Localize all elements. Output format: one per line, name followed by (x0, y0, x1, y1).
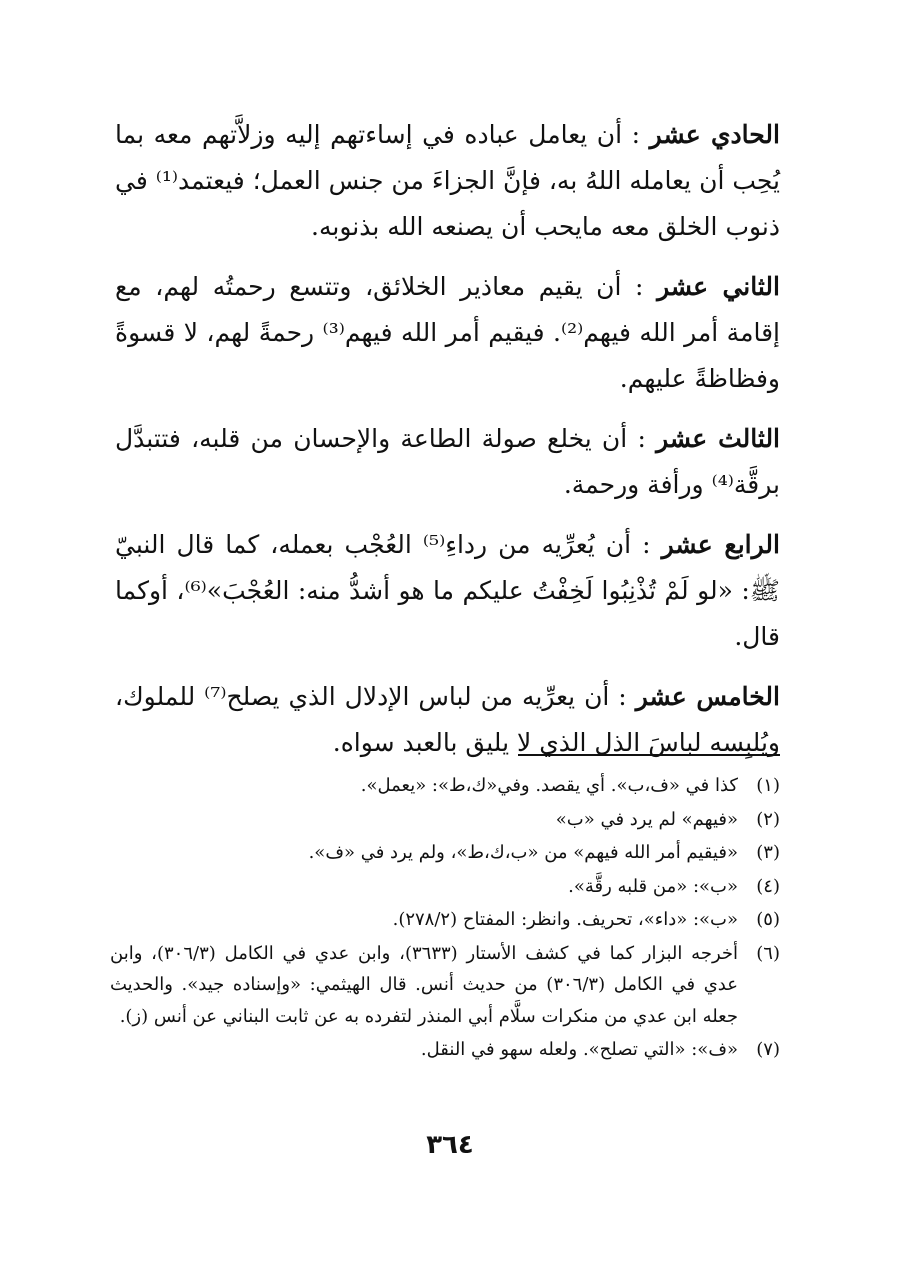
footnote-number: (٦) (756, 942, 780, 964)
footnotes-list (110, 770, 780, 1068)
paragraph-heading: الرابع عشر (661, 530, 780, 559)
footnote-text: «فيقيم أمر الله فيهم» من «ب،ك،ط»، ولم يرد في «ف». (308, 842, 738, 863)
paragraph-heading: الثالث عشر (656, 424, 781, 453)
footnote-number: (٤) (756, 875, 780, 897)
main-text (115, 112, 780, 780)
footnote-text: كذا في «ف،ب». أي يقصد. وفي«ك،ط»: «يعمل». (360, 775, 738, 796)
footnote-number: (٧) (756, 1039, 780, 1060)
paragraph-14 (115, 522, 780, 660)
paragraph-13 (115, 416, 780, 508)
footnote-text: «فيهم» لم يرد في «ب» (555, 808, 738, 830)
paragraph-body: : أن يعرِّيه من لباس الإدلال الذي يصلح⁽⁷⁾ للملوك، ويُلبِسه لباسَ الذل الذي لا يليق بالعبد سواه. (115, 682, 780, 757)
footnote-item (110, 871, 780, 903)
footnote-item (110, 1034, 780, 1066)
footnote-item (110, 938, 780, 1033)
footnote-divider (518, 754, 780, 756)
footnote-item (110, 904, 780, 936)
footnote-item (110, 804, 780, 836)
footnote-text: «ب»: «من قلبه رقَّة». (568, 875, 738, 897)
footnote-text: «ب»: «داء»، تحريف. وانظر: المفتاح (٢٧٨/٢). (392, 909, 738, 930)
footnote-item (110, 837, 780, 869)
page-number: ٣٦٤ (426, 1130, 474, 1160)
footnote-number: (٢) (756, 808, 780, 830)
footnote-text: أخرجه البزار كما في كشف الأستار (٣٦٣٣)، وابن عدي في الكامل (٣٠٦/٣)، وابن عدي في الكامل (٣٠٦/٣) من حديث أنس. قال الهيثمي: «وإسناده جيد». والحديث جعله ابن عدي من منكرات سلَّام أبي المنذر لتفرده به عن ثابت البناني عن أنس (ز). (110, 942, 738, 1027)
footnote-number: (١) (756, 775, 780, 796)
paragraph-heading: الحادي عشر (649, 120, 780, 149)
paragraph-heading: الخامس عشر (635, 682, 780, 711)
footnote-number: (٥) (756, 909, 780, 930)
footnote-number: (٣) (756, 842, 780, 863)
paragraph-11 (115, 112, 780, 250)
paragraph-body: : أن يُعرِّيه من رداءِ⁽⁵⁾ العُجْب بعمله، كما قال النبيّ ﷺ: «لو لَمْ تُذْنِبُوا لَخِفْتُ عليكم ما هو أشدُّ منه: العُجْبَ»⁽⁶⁾، أوكما قال. (115, 530, 780, 651)
footnote-item (110, 770, 780, 802)
paragraph-15 (115, 674, 780, 766)
paragraph-body: : أن يعامل عباده في إساءتهم إليه وزلاَّتهم معه بما يُحِب أن يعامله اللهُ به، فإنَّ الجزاءَ من جنس العمل؛ فيعتمد⁽¹⁾ في ذنوب الخلق معه مايحب أن يصنعه الله بذنوبه. (115, 120, 781, 241)
footnote-text: «ف»: «التي تصلح». ولعله سهو في النقل. (420, 1039, 738, 1060)
paragraph-body: : أن يخلع صولة الطاعة والإحسان من قلبه، فتتبدَّل برقَّة⁽⁴⁾ ورأفة ورحمة. (115, 424, 780, 499)
paragraph-body: : أن يقيم معاذير الخلائق، وتتسع رحمتُه لهم، مع إقامة أمر الله فيهم⁽²⁾. فيقيم أمر الله فيهم⁽³⁾ رحمةً لهم، لا قسوةً وفظاظةً عليهم. (115, 272, 780, 393)
paragraph-heading: الثاني عشر (657, 272, 780, 301)
paragraph-12 (115, 264, 780, 402)
